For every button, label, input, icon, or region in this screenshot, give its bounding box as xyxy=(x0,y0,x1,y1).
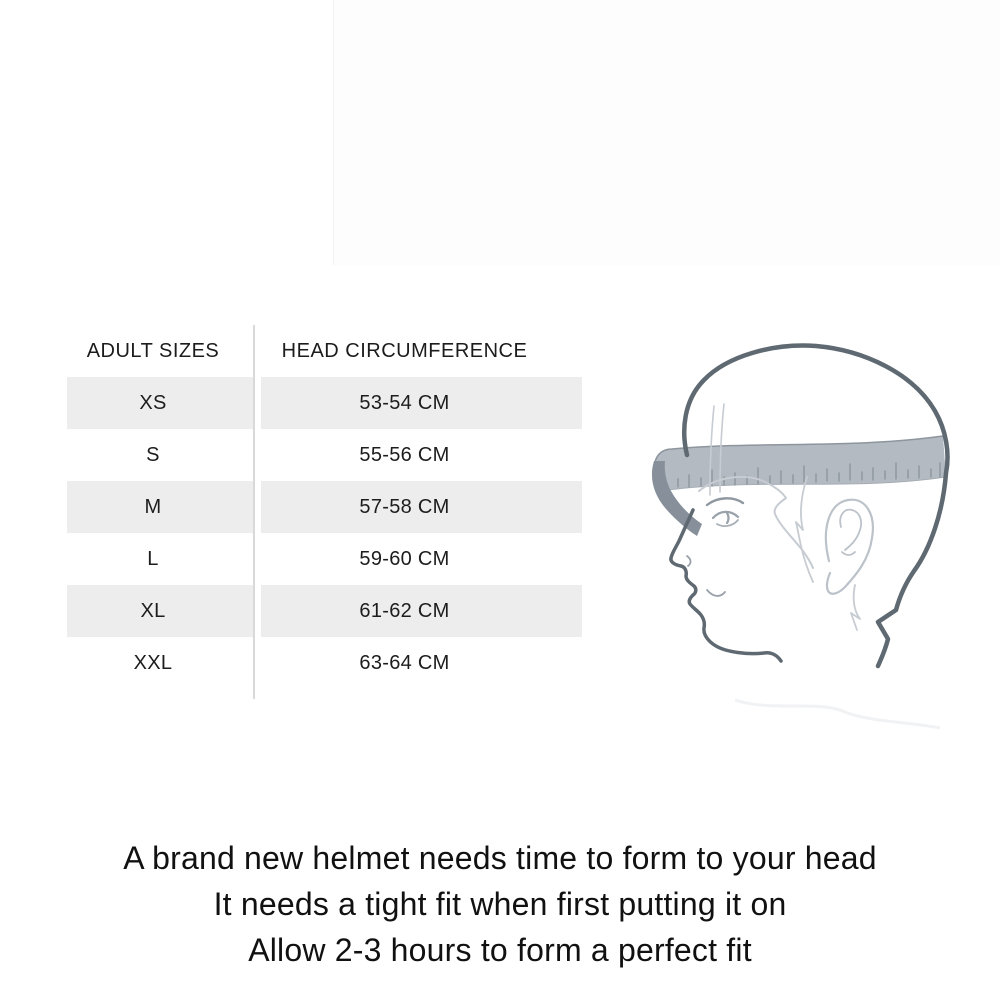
face-profile xyxy=(671,510,781,661)
circumference-cell: 63-64 CM xyxy=(359,651,450,674)
footer-line-3: Allow 2-3 hours to form a perfect fit xyxy=(248,932,752,968)
sideburn-wisp xyxy=(796,477,813,582)
table-row xyxy=(67,377,582,429)
circumference-cell: 57-58 CM xyxy=(261,481,582,533)
size-cell: M xyxy=(67,481,253,533)
ear-inner-detail xyxy=(840,510,861,555)
circumference-cell: 61-62 CM xyxy=(261,585,582,637)
size-cell: XS xyxy=(67,377,253,429)
table-row xyxy=(67,481,582,533)
column-divider xyxy=(253,325,255,699)
size-cell: S xyxy=(146,443,160,466)
table-row xyxy=(67,637,582,689)
size-cell: L xyxy=(147,547,159,570)
footer-line-1: A brand new helmet needs time to form to your head xyxy=(123,840,877,876)
nape-wisp xyxy=(851,585,860,630)
nostril xyxy=(687,556,691,566)
table-header-row xyxy=(67,325,582,377)
eye-pupil xyxy=(727,513,729,523)
table-row xyxy=(67,429,582,481)
circumference-cell: 59-60 CM xyxy=(359,547,450,570)
circumference-cell: 53-54 CM xyxy=(261,377,582,429)
head-profile-with-measuring-tape-icon xyxy=(630,330,980,710)
smile-line xyxy=(707,590,725,596)
footer-line-2: It needs a tight fit when first putting it on xyxy=(213,886,787,922)
size-table xyxy=(67,325,582,689)
size-cell: XXL xyxy=(133,651,173,674)
head-circumference-header: HEAD CIRCUMFERENCE xyxy=(281,339,528,362)
fit-instructions xyxy=(0,835,1000,973)
eye-upper-lid xyxy=(713,512,738,518)
adult-sizes-header: ADULT SIZES xyxy=(86,339,220,362)
table-row xyxy=(67,585,582,637)
background-artifact xyxy=(333,0,1000,265)
circumference-cell: 55-56 CM xyxy=(359,443,450,466)
table-row xyxy=(67,533,582,585)
size-cell: XL xyxy=(67,585,253,637)
skull-outline xyxy=(684,346,947,666)
eyebrow xyxy=(707,498,743,505)
